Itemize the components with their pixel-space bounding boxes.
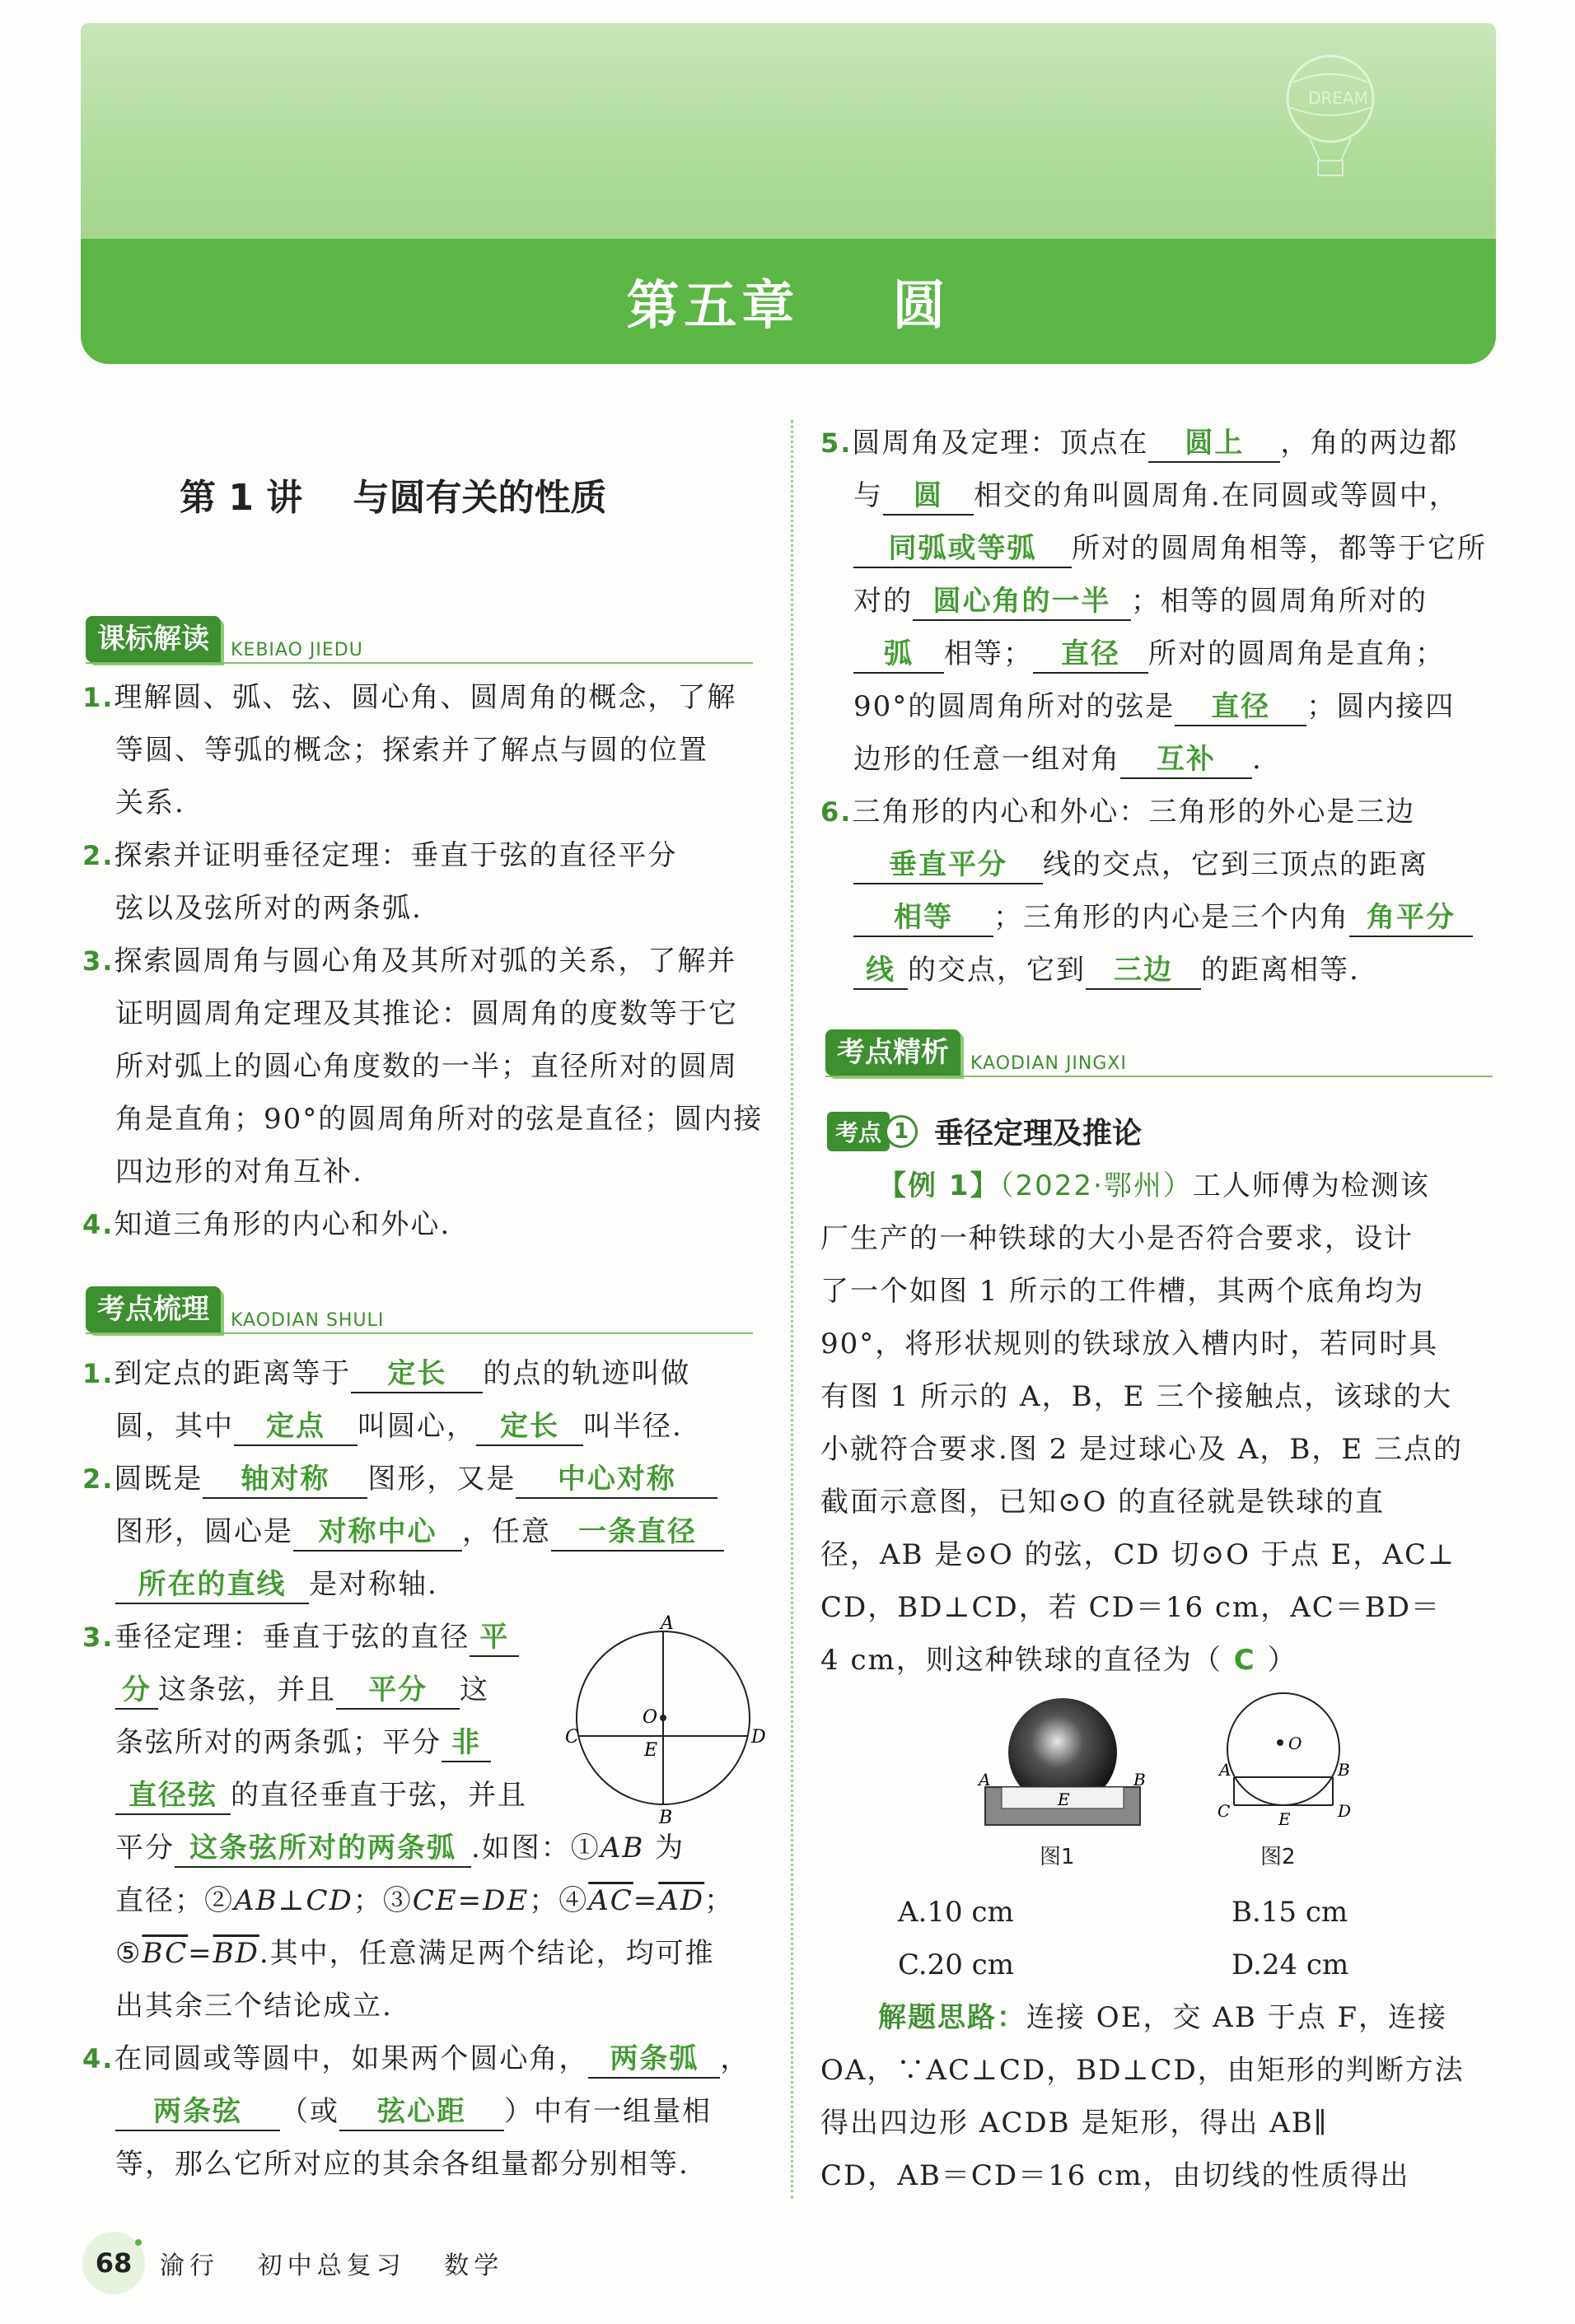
kaodian-title: 垂径定理及推论: [934, 1117, 1143, 1150]
answer-options: [898, 1886, 1507, 1993]
fill-blank: 对称中心: [293, 1514, 462, 1552]
fill-blank: 直径: [1175, 688, 1306, 726]
section-header-kebiao: [86, 608, 363, 662]
label-a: A: [661, 1613, 674, 1634]
fill-blank: 这条弦所对的两条弧: [175, 1830, 471, 1868]
figure-2-caption: 图2: [1260, 1845, 1296, 1869]
fill-blank: 圆: [883, 478, 974, 516]
figure-2-cross-section: [1209, 1688, 1358, 1836]
page-number: 68: [82, 2232, 145, 2294]
shuli-item-2: 2.圆既是 轴对称 图形，又是 中心对称 图形，圆心是 对称中心 ，任意 一条直径 所在的直线 是对称轴.: [82, 1453, 766, 1611]
column-divider: [791, 420, 793, 2199]
section-underline: [825, 1076, 1493, 1077]
list-item: 4.知道三角形的内心和外心.: [82, 1208, 451, 1241]
section-subtitle: KAODIAN JINGXI: [970, 1053, 1127, 1074]
balloon-icon: [1260, 49, 1400, 181]
center-point: [1277, 1739, 1283, 1746]
fill-blank: 弧: [853, 636, 944, 674]
list-item-line: 四边形的对角互补.: [115, 1155, 363, 1188]
option-b: B.15 cm: [1231, 1896, 1348, 1929]
kaodian-number: 1: [885, 1115, 918, 1148]
section-subtitle: KAODIAN SHULI: [231, 1310, 385, 1331]
chapter-title: 第五章 圆: [626, 276, 951, 337]
lecture-title: 第 1 讲 与圆有关的性质: [180, 477, 607, 519]
fill-blank: 一条直径: [551, 1514, 724, 1552]
fill-blank: 两条弦: [115, 2093, 280, 2131]
list-item-line: 角是直角；90°的圆周角所对的弦是直径；圆内接: [115, 1103, 764, 1136]
figure-1-ball-in-groove: [980, 1696, 1145, 1836]
fill-blank: 所在的直线: [115, 1566, 309, 1604]
section-header-shuli: [86, 1278, 384, 1332]
center-point: [660, 1715, 666, 1721]
label-o: O: [643, 1707, 658, 1728]
list-item-line: 弦以及弦所对的两条弧.: [115, 892, 423, 925]
fig1-label-b: B: [1133, 1770, 1146, 1790]
list-item-line: 关系.: [115, 786, 185, 819]
fill-blank: 分: [115, 1672, 158, 1710]
shuli-item-3: 3.垂径定理：垂直于弦的直径 平 分 这条弦，并且 平分 这 条弦所对的两条弧；平分 非 直径弦 的直径垂直于弦，并且 平分 这条弦所对的两条弧 .如图：①AB 为 直径；②AB⊥CD；③CE=DE；$④\overline{AC}=\overline{AD}$； $⑤\overline{BC}=\overline{BD}$.其中，任意满足两个结论，均可推 出其余三个结论成立.: [82, 1621, 735, 2023]
shuli-item-1: 1.到定点的距离等于 定长 的点的轨迹叫做 圆，其中 定点 叫圆心， 定长 叫半径.: [82, 1347, 766, 1453]
fill-blank: 角平分: [1349, 899, 1473, 937]
figure-1-caption: 图1: [1040, 1845, 1075, 1869]
option-d: D.24 cm: [1231, 1948, 1349, 1981]
section-badge: 课标解读: [86, 616, 221, 662]
example-1: 【例 1】（2022·鄂州）工人师傅为检测该 厂生产的一种铁球的大小是否符合要求，设计 了一个如图 1 所示的工件槽，其两个底角均为 90°，将形状规则的铁球放入槽内时，若同时具 有图 1 所示的 A，B，E 三个接触点，该球的大 小就符合要求.图 2 是过球心及 A，B，E 三点的 截面示意图，已知⊙O 的直径就是铁球的直 径，AB 是⊙O 的弦，CD 切⊙O 于点 E，AC⊥ CD，BD⊥CD，若 CD＝16 cm，AC＝BD＝ 4 cm，则这种铁球的直径为（ C ）: [820, 1169, 1464, 1677]
balloon-text: DREAM: [1308, 88, 1368, 108]
shuli-item-4: 4.在同圆或等圆中，如果两个圆心角， 两条弧 ， 两条弦 （或 弦心距 ）中有一组量相 等，那么它所对应的其余各组量都分别相等.: [82, 2042, 750, 2181]
fill-blank: 垂直平分: [853, 847, 1043, 884]
fill-blank: 平: [470, 1619, 519, 1657]
list-item: 1.理解圆、弧、弦、圆心角、圆周角的概念，了解: [82, 681, 737, 714]
footer-book-title: 渝行 初中总复习 数学: [160, 2252, 504, 2280]
section-badge: 考点梳理: [86, 1286, 221, 1332]
kaodian-heading: [827, 1110, 1142, 1152]
fill-blank: 互补: [1120, 741, 1252, 779]
option-a: A.10 cm: [898, 1896, 1014, 1929]
page-footer: [82, 2232, 503, 2294]
shuli-item-5: 5.圆周角及定理：顶点在 圆上 ，角的两边都 与 圆 相交的角叫圆周角.在同圆或等圆中， 同弧或等弧 所对的圆周角相等，都等于它所 对的 圆心角的一半 ；相等的圆周角所对的 弧 相等； 直径 所对的圆周角是直角； 90°的圆周角所对的弦是 直径 ；圆内接四 边形的任意一组对角 互补 .: [820, 417, 1512, 786]
label-b: B: [659, 1808, 673, 1828]
circle-o: [1227, 1693, 1339, 1805]
list-item-line: 等圆、等弧的概念；探索并了解点与圆的位置: [115, 734, 708, 767]
fill-blank: 定长: [351, 1356, 483, 1393]
fig2-label-c: C: [1217, 1801, 1231, 1821]
section-underline: [86, 1332, 753, 1334]
shuli-item-6: 6.三角形的内心和外心：三角形的外心是三边 垂直平分 线的交点，它到三顶点的距离 相等 ；三角形的内心是三个内角 角平分 线 的交点，它到 三边 的距离相等.: [820, 786, 1512, 996]
fig1-label-e: E: [1058, 1790, 1070, 1809]
fill-blank: 两条弧: [588, 2041, 720, 2079]
fill-blank: 直径: [1033, 636, 1148, 674]
example-source: （2022·鄂州）: [999, 1169, 1193, 1202]
fill-blank: 相等: [853, 899, 993, 937]
circle-diagram-figure: [565, 1613, 783, 1828]
list-item-line: 证明圆周角定理及其推论：圆周角的度数等于它: [115, 997, 738, 1030]
fig2-label-d: D: [1338, 1801, 1352, 1821]
fill-blank: 中心对称: [516, 1461, 717, 1499]
example-label: 【例 1】: [878, 1169, 1000, 1202]
fill-blank: 三边: [1086, 952, 1201, 990]
fill-blank: 直径弦: [115, 1777, 231, 1815]
fill-blank: 圆心角的一半: [913, 583, 1131, 621]
section-badge: 考点精析: [825, 1029, 960, 1076]
label-d: D: [751, 1727, 766, 1748]
fill-blank: 平分: [336, 1672, 460, 1710]
fill-blank: 圆上: [1148, 425, 1280, 463]
fill-blank: 线: [853, 952, 908, 990]
fill-blank: 非: [442, 1724, 491, 1762]
kebiao-list: [82, 671, 766, 1251]
label-c: C: [565, 1727, 579, 1748]
fill-blank: 定长: [476, 1408, 583, 1446]
list-item-line: 所对弧上的圆心角度数的一半；直径所对的圆周: [115, 1050, 738, 1083]
fig2-label-a: A: [1219, 1760, 1231, 1780]
kaodian-badge: 考点: [827, 1112, 890, 1151]
answer: C: [1233, 1644, 1256, 1677]
fill-blank: 弦心距: [339, 2093, 504, 2131]
fig2-label-o: O: [1288, 1734, 1302, 1753]
fill-blank: 定点: [234, 1408, 358, 1446]
page-number-dot: [135, 2239, 142, 2246]
option-c: C.20 cm: [898, 1948, 1014, 1981]
section-underline: [86, 662, 753, 664]
section-header-jingxi: [825, 1021, 1127, 1076]
section-subtitle: KEBIAO JIEDU: [231, 640, 363, 660]
fill-blank: 轴对称: [203, 1461, 367, 1499]
list-item: 2.探索并证明垂径定理：垂直于弦的直径平分: [82, 839, 678, 872]
thinking-label: 解题思路：: [878, 2001, 1026, 2034]
fig1-label-a: A: [979, 1770, 991, 1790]
fill-blank: 同弧或等弧: [853, 530, 1072, 568]
fig2-label-b: B: [1338, 1760, 1350, 1780]
fig2-label-e: E: [1278, 1809, 1291, 1829]
solution-thinking: 解题思路：连接 OE，交 AB 于点 F，连接 OA，∵AC⊥CD，BD⊥CD，由矩形的判断方法 得出四边形 ACDB 是矩形，得出 AB∥ CD，AB＝CD＝16 cm，由切线的性质得出: [820, 2001, 1465, 2192]
label-e: E: [644, 1740, 658, 1761]
list-item: 3.探索圆周角与圆心角及其所对弧的关系，了解并: [82, 945, 737, 978]
chapter-title-bar: [81, 239, 1496, 364]
